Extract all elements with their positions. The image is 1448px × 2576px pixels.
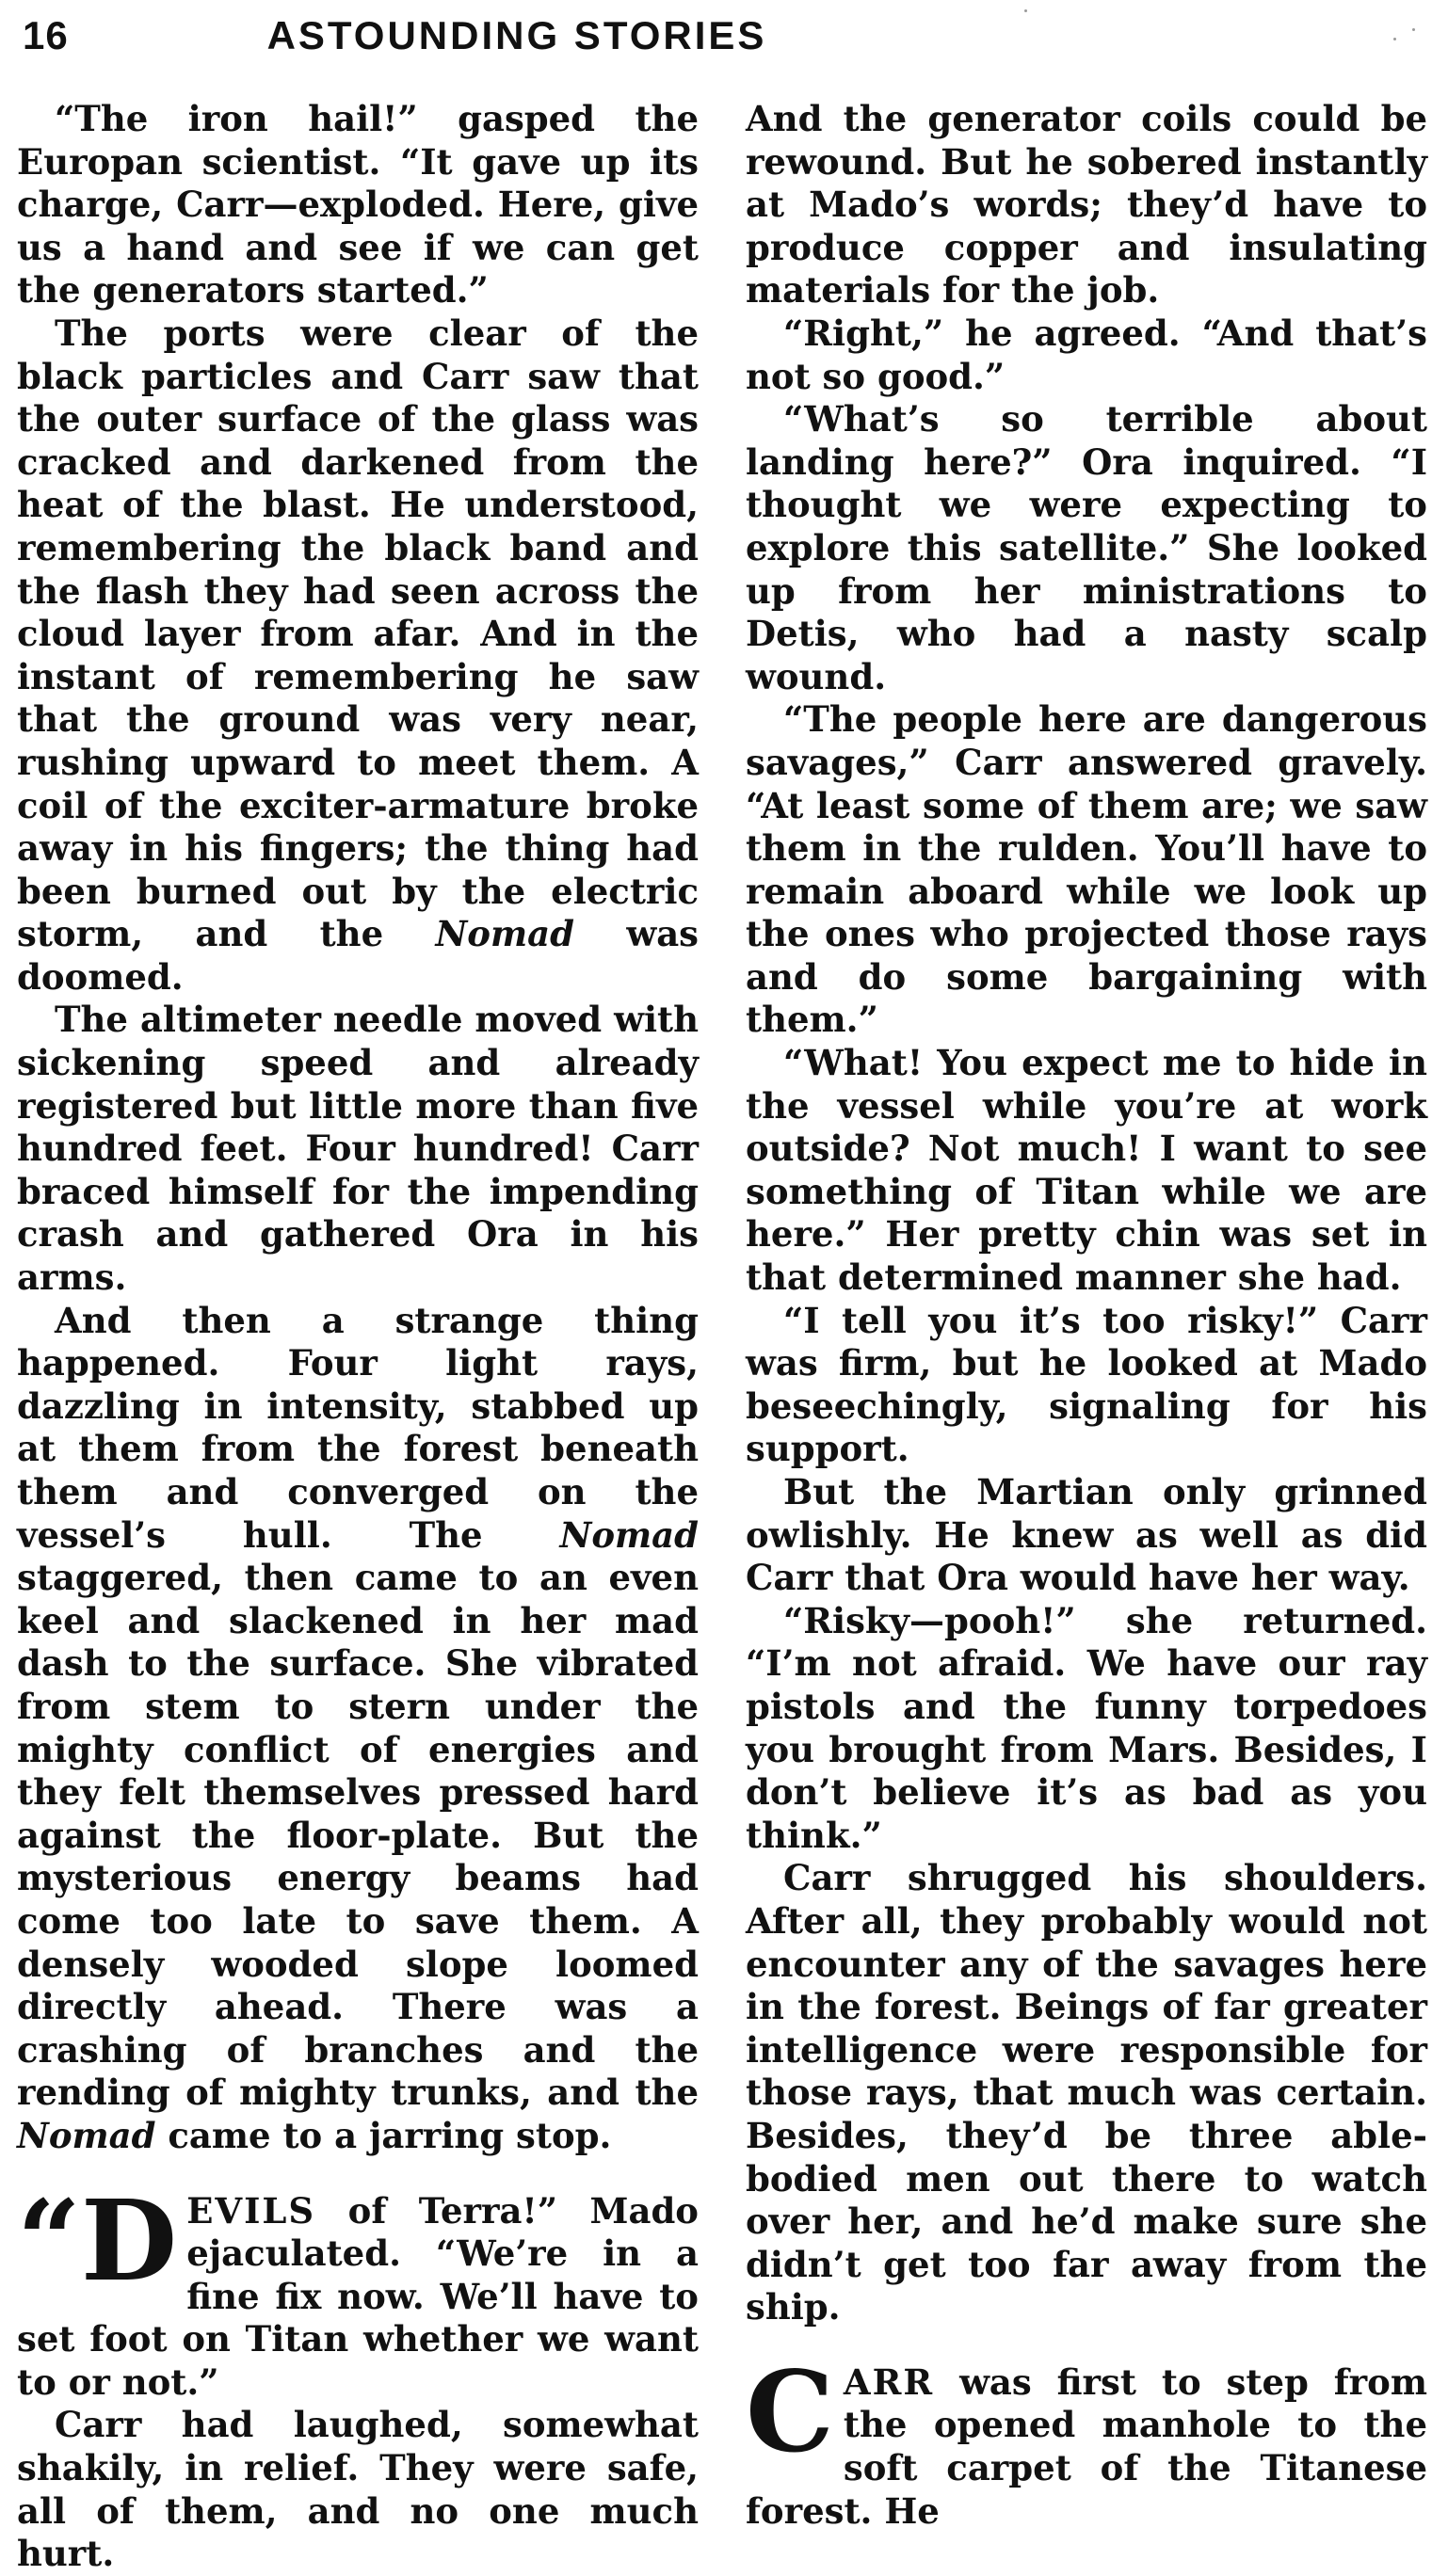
section-break-carr <box>746 2345 1428 2533</box>
print-speck <box>1412 28 1415 31</box>
paragraph: “The iron hail!” gasped the Europan scientist. “It gave up its charge, Carr—exploded. Here, give us a hand and see if we can get the generators started.” <box>17 98 699 312</box>
print-speck <box>1024 9 1027 12</box>
paragraph: Carr shrugged his shoulders. After all, they probably would not encounter any of the savages here in the forest. Beings of far greater intelligence were responsible for those rays, that much was certain. Besides, they’d be three able-bodied men out there to watch over her, and he’d make sure she didn’t get too far away from the ship. <box>746 1857 1427 2328</box>
paragraph: “The people here are dangerous savages,” Carr answered gravely. “At least some of them are; we saw them in the rulden. You’ll have to remain aboard while we look up the ones who projected those rays and do some bargaining with them.” <box>746 698 1427 1041</box>
paragraph: And then a strange thing happened. Four light rays, dazzling in intensity, stabbed up at them from the forest beneath them and converged on the vessel’s hull. The Nomad staggered, then came to an even keel and slackened in her mad dash to the surface. She vibrated from stem to stern under the mighty conflict of energies and they felt themselves pressed hard against the floor-plate. But the mysterious energy beams had come too late to save them. A densely wooded slope loomed directly ahead. There was a crashing of branches and the rending of mighty trunks, and the Nomad came to a jarring stop. <box>17 1299 699 2156</box>
paragraph: The ports were clear of the black particles and Carr saw that the outer surface of the glass was cracked and darkened from the heat of the blast. He understood, remembering the black band and the flash they had seen across the cloud layer from afar. And in the instant of remembering he saw that the ground was very near, rushing upward to meet them. A coil of the exciter-armature broke away in his fingers; the thing had been burned out by the electric storm, and the Nomad was doomed. <box>17 312 699 998</box>
paragraph: “What’s so terrible about landing here?” Ora inquired. “I thought we were expecting to explore this satellite.” She looked up from her ministrations to Detis, who had a nasty scalp wound. <box>746 398 1427 697</box>
ship-name: Nomad <box>559 1513 699 1556</box>
ship-name: Nomad <box>435 913 574 955</box>
section-break-devils <box>17 2174 699 2576</box>
running-title: ASTOUNDING STORIES <box>266 13 767 57</box>
small-caps-lead: ARR <box>843 2360 935 2403</box>
paragraph: The altimeter needle moved with sickening speed and already registered but little more than five hundred feet. Four hundred! Carr braced himself for the impending crash and gathered Ora in his arms. <box>17 999 699 1299</box>
paragraph: “What! You expect me to hide in the vessel while you’re at work outside? Not much! I want to see something of Titan while we are here.” Her pretty chin was set in that determined manner she had. <box>746 1042 1427 1299</box>
page-number: 16 <box>23 13 69 57</box>
small-caps-lead: EVILS <box>186 2189 316 2232</box>
paragraph: And the generator coils could be rewound. But he sobered instantly at Mado’s words; they’d have to produce copper and insulating materials for the job. <box>746 98 1427 312</box>
paragraph: Carr had laughed, somewhat shakily, in relief. They were safe, all of them, and no one much hurt. <box>17 2404 699 2575</box>
left-column <box>17 98 699 2576</box>
section-opening-paragraph: CARR was first to step from the opened manhole to the soft carpet of the Titanese forest. He <box>746 2345 1428 2532</box>
drop-cap: “D <box>17 2174 178 2306</box>
section-opening-paragraph: “D EVILS of Terra!” Mado ejaculated. “We’re in a fine fix now. We’ll have to set foot on Titan whether we want to or not.” <box>17 2174 699 2403</box>
drop-cap: C <box>746 2345 834 2477</box>
paragraph: But the Martian only grinned owlishly. He knew as well as did Carr that Ora would have her way. <box>746 1471 1427 1599</box>
right-column <box>746 98 1427 2533</box>
paragraph: “Right,” he agreed. “And that’s not so good.” <box>746 312 1427 397</box>
page-header <box>23 8 1435 64</box>
print-speck <box>1393 38 1396 40</box>
paragraph: “Risky—pooh!” she returned. “I’m not afraid. We have our ray pistols and the funny torpedoes you brought from Mars. Besides, I don’t believe it’s as bad as you think.” <box>746 1599 1427 1856</box>
ship-name: Nomad <box>17 2114 156 2156</box>
paragraph: “I tell you it’s too risky!” Carr was firm, but he looked at Mado beseechingly, signaling for his support. <box>746 1299 1427 1470</box>
